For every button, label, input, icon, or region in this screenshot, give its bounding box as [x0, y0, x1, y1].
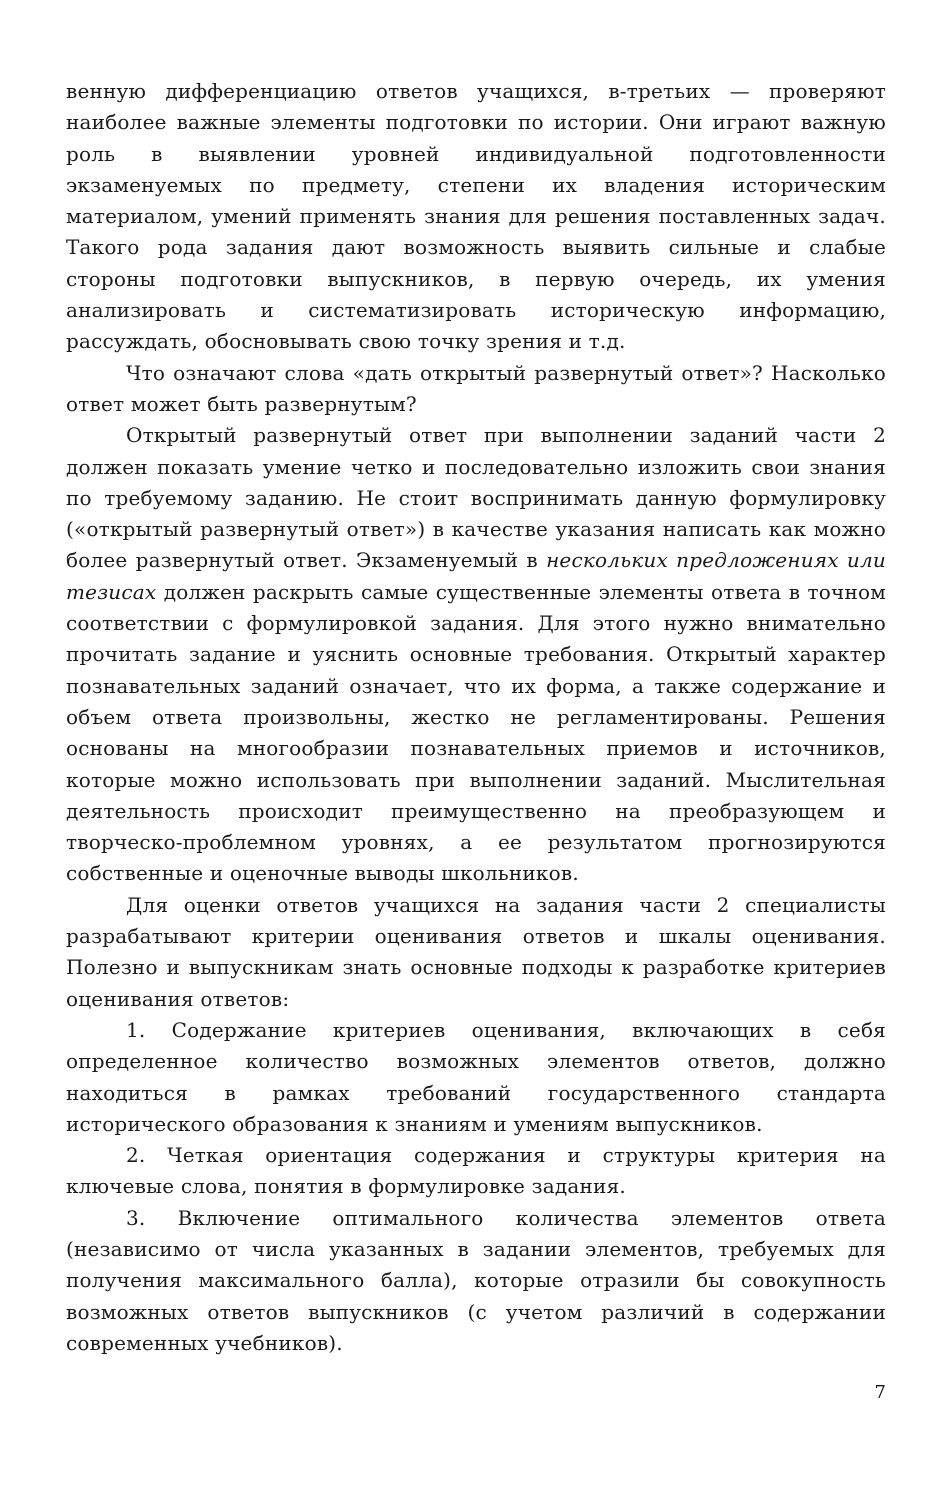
page-body	[66, 76, 886, 1359]
page-number: 7	[874, 1382, 886, 1403]
paragraph-answer-end: должен раскрыть самые существенные элементы ответа в точном соответствии с формулировкой задания. Для этого нужно внимательно прочитать задание и уяснить основные требования. Открытый характер познавательных заданий означает, что их форма, а также содержание и объем ответа произвольны, жестко не регламентированы. Решения основаны на многообразии познавательных приемов и источников, которые можно использовать при выполнении заданий. Мыслительная деятельность происходит преимущественно на преобразующем и творческо-проблемном уровнях, а ее результатом прогнозируются собственные и оценочные выводы школьников.	[66, 579, 886, 886]
paragraph-question: Что означают слова «дать открытый развернутый ответ»? Насколько ответ может быть развернутым?	[66, 360, 886, 416]
list-item-1: 1. Содержание критериев оценивания, включающих в себя определенное количество возможных элементов ответов, должно находиться в рамках требований государственного стандарта исторического образования к знаниям и умениям выпускников.	[66, 1017, 886, 1136]
paragraph-answer-emphasis: нескольких предложениях или тезисах	[66, 548, 886, 604]
list-item-3: 3. Включение оптимального количества элементов ответа (независимо от числа указанных в задании элементов, требуемых для получения максимального балла), которые отразили бы совокупность возможных ответов выпускников (с учетом различий в содержании современных учебников).	[66, 1205, 886, 1355]
paragraph-answer	[66, 420, 886, 889]
paragraph-answer-start: Открытый развернутый ответ при выполнении заданий части 2 должен показать умение четко и последовательно изложить свои знания по требуемому заданию. Не стоит воспринимать данную формулировку («открытый развернутый ответ») в качестве указания написать как можно более развернутый ответ. Экзаменуемый в	[66, 423, 886, 573]
list-item-2: 2. Четкая ориентация содержания и структуры критерия на ключевые слова, понятия в формулировке задания.	[66, 1143, 886, 1199]
paragraph-1: венную дифференциацию ответов учащихся, в-третьих — проверяют наиболее важные элементы подготовки по истории. Они играют важную роль в выявлении уровней индивидуальной подготовленности экзаменуемых по предмету, степени их владения историческим материалом, умений применять знания для решения поставленных задач. Такого рода задания дают возможность выявить сильные и слабые стороны подготовки выпускников, в первую очередь, их умения анализировать и систематизировать историческую информацию, рассуждать, обосновывать свою точку зрения и т.д.	[66, 79, 886, 354]
paragraph-criteria-intro: Для оценки ответов учащихся на задания части 2 специалисты разрабатывают критерии оценивания ответов и шкалы оценивания. Полезно и выпускникам знать основные подходы к разработке критериев оценивания ответов:	[66, 892, 886, 1011]
